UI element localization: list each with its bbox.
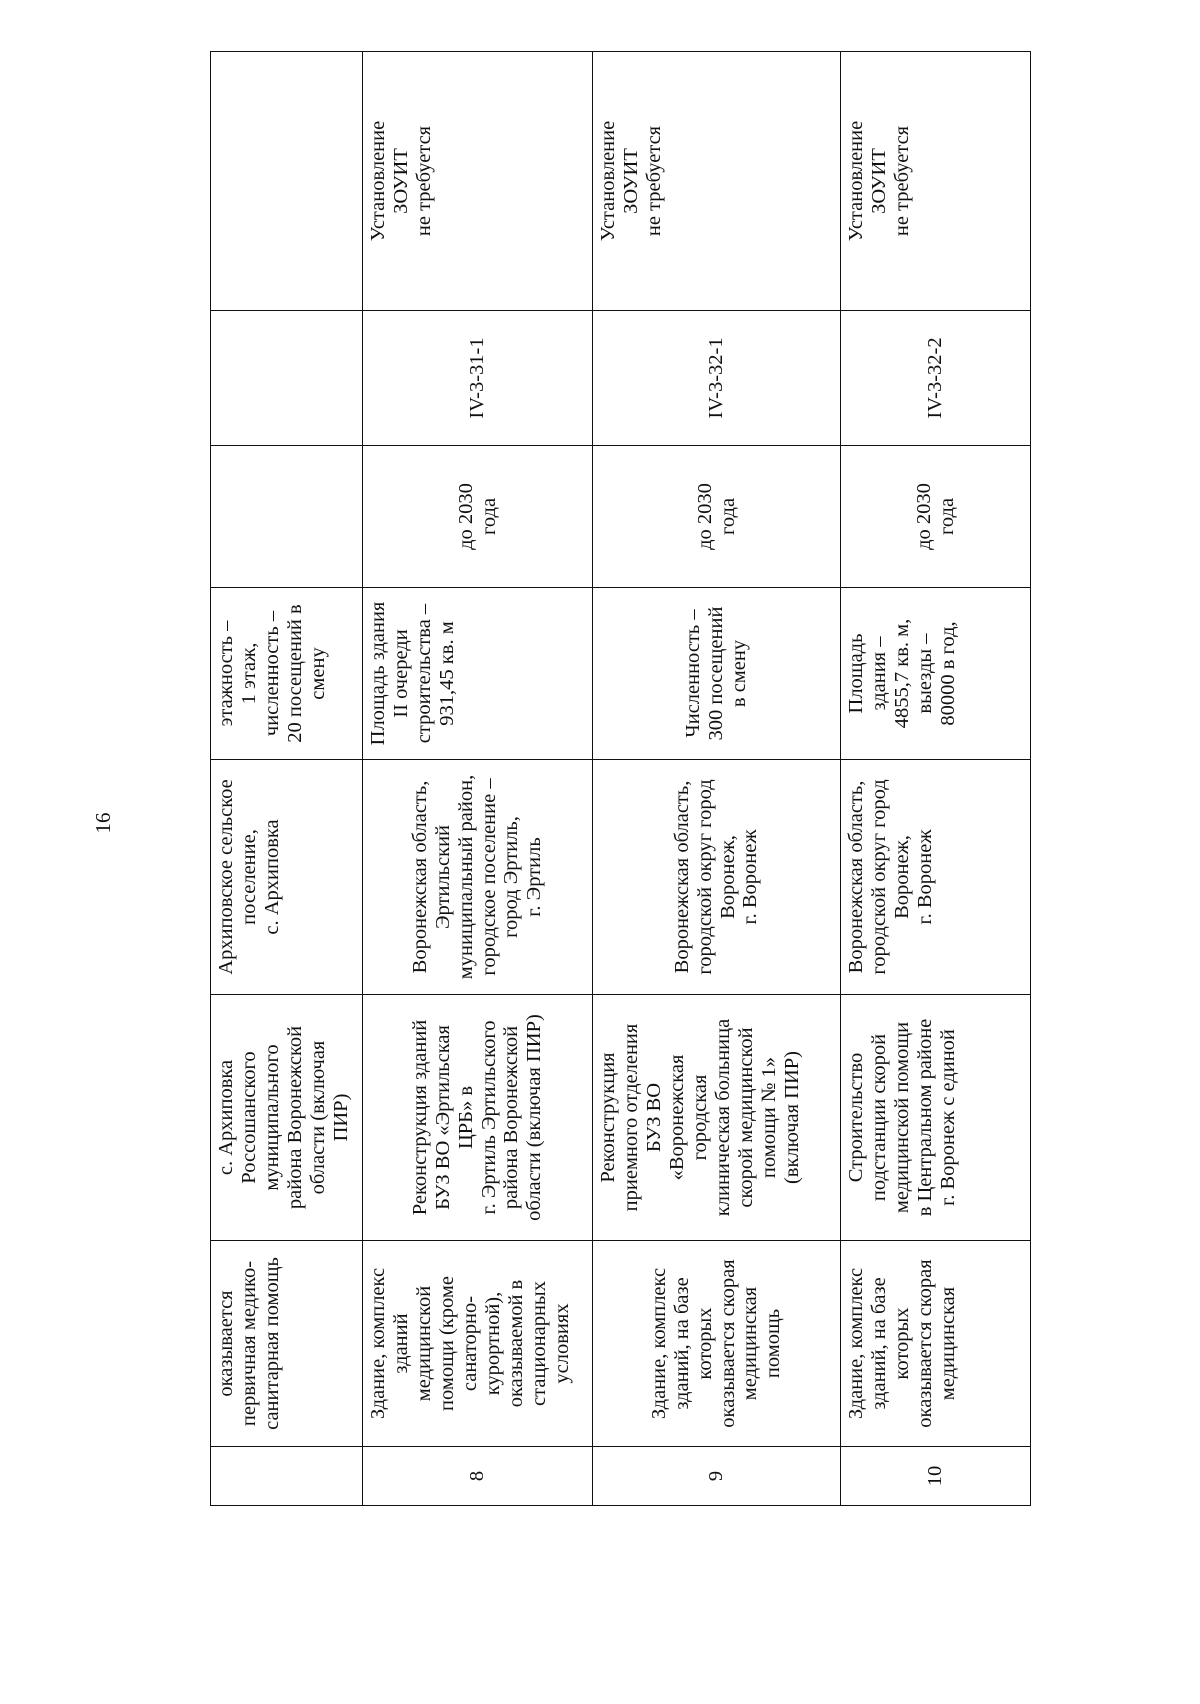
cell-object-name: Строительство подстанции скорой медицинской помощи в Центральном районе г. Воронеж с единой — [841, 995, 1031, 1241]
objects-table — [210, 51, 1031, 1506]
table-row — [363, 52, 593, 1506]
cell-object-type: Здание, комплекс зданий, на базе которых оказывается скорая медицинская помощь — [593, 1241, 841, 1447]
table-row — [593, 52, 841, 1506]
cell-number: 10 — [841, 1447, 1031, 1506]
table-row — [211, 52, 363, 1506]
cell-zone: Установление ЗОУИТ не требуется — [363, 52, 593, 311]
cell-location: Архиповское сельское поселение, с. Архиповка — [211, 760, 363, 995]
cell-term: до 2030 года — [363, 446, 593, 588]
cell-code: IV-3-32-1 — [593, 311, 841, 446]
cell-term — [211, 446, 363, 588]
cell-term: до 2030 года — [841, 446, 1031, 588]
table-row — [841, 52, 1031, 1506]
page-number: 16 — [90, 812, 115, 834]
cell-characteristics: Численность – 300 посещений в смену — [593, 588, 841, 760]
cell-location: Воронежская область, городской округ город Воронеж, г. Воронеж — [841, 760, 1031, 995]
cell-characteristics: этажность – 1 этаж, численность – 20 посещений в смену — [211, 588, 363, 760]
cell-object-name: Реконструкция зданий БУЗ ВО «Эртильская ЦРБ» в г. Эртиль Эртильского района Воронежской области (включая ПИР) — [363, 995, 593, 1241]
cell-zone — [211, 52, 363, 311]
cell-zone: Установление ЗОУИТ не требуется — [841, 52, 1031, 311]
cell-object-name: с. Архиповка Россошанского муниципального района Воронежской области (включая ПИР) — [211, 995, 363, 1241]
cell-object-type: Здание, комплекс зданий, на базе которых оказывается скорая медицинская — [841, 1241, 1031, 1447]
document-table-rotated — [210, 52, 1030, 1506]
cell-characteristics: Площадь здания – 4855,7 кв. м, выезды – 80000 в год, — [841, 588, 1031, 760]
cell-zone: Установление ЗОУИТ не требуется — [593, 52, 841, 311]
cell-number: 9 — [593, 1447, 841, 1506]
cell-location: Воронежская область, городской округ город Воронеж, г. Воронеж — [593, 760, 841, 995]
cell-term: до 2030 года — [593, 446, 841, 588]
cell-code: IV-3-32-2 — [841, 311, 1031, 446]
cell-number: 8 — [363, 1447, 593, 1506]
cell-number — [211, 1447, 363, 1506]
cell-code — [211, 311, 363, 446]
cell-object-type: оказывается первичная медико- санитарная помощь — [211, 1241, 363, 1447]
cell-object-name: Реконструкция приемного отделения БУЗ ВО «Воронежская городская клиническая больница скорой медицинской помощи № 1» (включая ПИР) — [593, 995, 841, 1241]
cell-location: Воронежская область, Эртильский муниципальный район, городское поселение – город Эртиль, г. Эртиль — [363, 760, 593, 995]
cell-object-type: Здание, комплекс зданий медицинской помощи (кроме санаторно- курортной), оказываемой в стационарных условиях — [363, 1241, 593, 1447]
cell-characteristics: Площадь здания II очереди строительства – 931,45 кв. м — [363, 588, 593, 760]
cell-code: IV-3-31-1 — [363, 311, 593, 446]
